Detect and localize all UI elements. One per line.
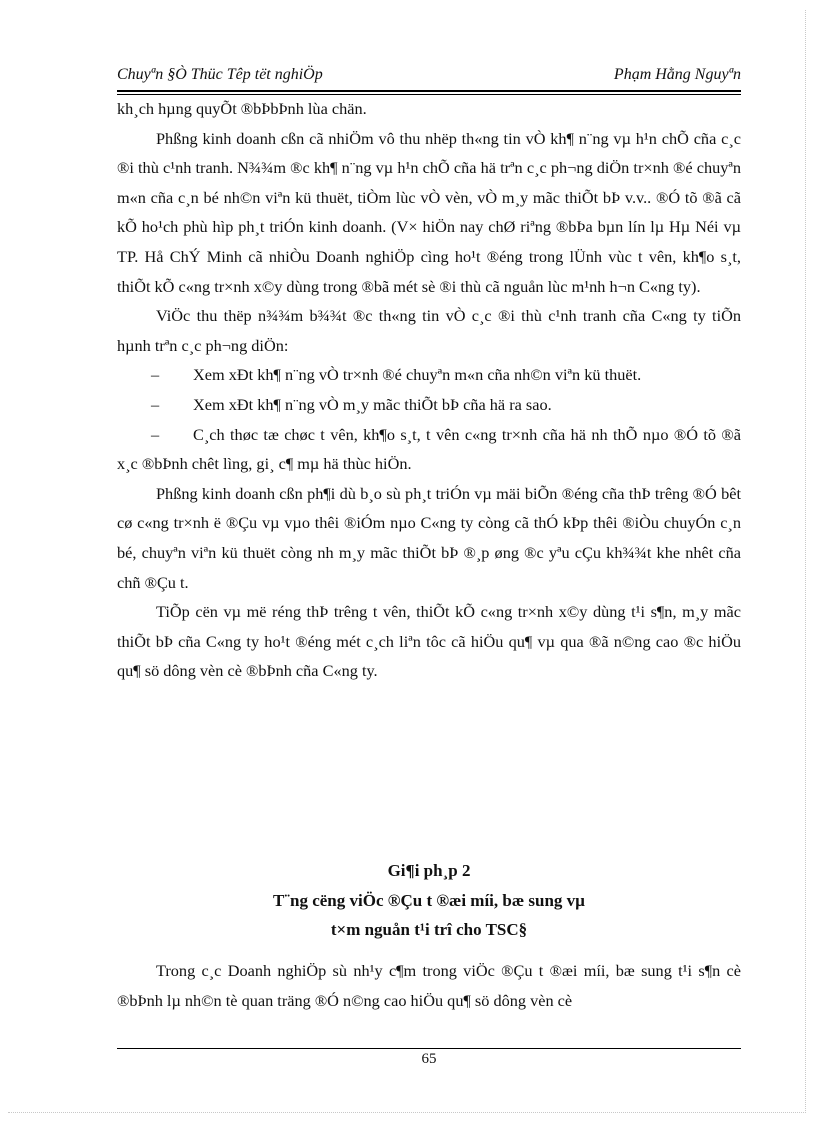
body-text-continued [117, 956, 741, 1015]
solution-subtitle-line-1: T¨ng cëng viÖc ®Çu t ®æi míi, bæ sung vµ [273, 890, 585, 910]
list-item [117, 360, 741, 390]
dash-bullet: – [151, 424, 160, 444]
list-item-text: C¸ch thøc tæ chøc t vên, kh¶o s¸t, t vên c«ng tr×nh cña hä nh thÕ nµo ®Ó tõ ®ã x¸c ®bÞnh chêt lìng, gi¸ c¶ mµ hä thùc hiÖn. [117, 424, 741, 474]
dash-bullet: – [151, 365, 160, 385]
list-item-text: Xem xÐt kh¶ n¨ng vÒ m¸y mãc thiÕt bÞ cña hä ra sao. [193, 394, 552, 414]
running-header [117, 66, 741, 86]
solution-title: Gi¶i ph¸p 2 [387, 861, 471, 880]
page-number: 65 [421, 1051, 437, 1067]
paragraph-market-expansion: TiÕp cën vµ më réng thÞ trêng t vên, thiÕt kÕ c«ng tr×nh x©y dùng t¹i s¶n, m¸y mãc thiÕt bÞ cña C«ng ty ho¹t ®éng mét c¸ch liªn tôc cã hiÖu qu¶ vµ qua ®ã n©ng cao ®c hiÖu qu¶ sö dông vèn cè ®bÞnh cña C«ng ty. [117, 602, 741, 681]
list-item-text: Xem xÐt kh¶ n¨ng vÒ tr×nh ®é chuyªn m«n cña nh©n viªn kü thuët. [193, 365, 642, 385]
solution-subtitle-line-2: t×m nguån t¹i trî cho TSC§ [330, 920, 528, 940]
solution-heading [117, 856, 741, 945]
paragraph-continuation: kh¸ch hµng quyÕt ®bÞbÞnh lùa chän. [117, 99, 367, 118]
dash-bullet: – [151, 394, 160, 414]
list-item [117, 420, 741, 479]
body-text [117, 94, 741, 686]
paragraph-investment: Trong c¸c Doanh nghiÖp sù nh¹y c¶m trong viÖc ®Çu t ®æi míi, bæ sung t¹i s¶n cè ®bÞnh lµ nh©n tè quan träng ®Ó n©ng cao hiÖu qu¶ sö dông vèn cè [117, 961, 741, 1010]
paragraph-competitor-research: Phßng kinh doanh cßn cã nhiÖm vô thu nhëp th«ng tin vÒ kh¶ n¨ng vµ h¹n chÕ cña c¸c ®i thù c¹nh tranh. N¾¾m ®c kh¶ n¨ng vµ h¹n chÕ cña hä trªn c¸c ph¬ng diÖn tr×nh ®é chuyªn m«n cña c¸n bé nh©n viªn kü thuët, tiÒm lùc vÒ vèn, vÒ m¸y mãc thiÕt bÞ v.v.. ®Ó tõ ®ã cã kÕ ho¹ch phù hìp ph¸t triÓn kinh doanh. (V× hiÖn nay chØ riªng ®bÞa bµn lín lµ Hµ Néi vµ TP. Hå ChÝ Minh cã nhiÒu Doanh nghiÖp cìng ho¹t ®éng trong lÜnh vùc t vên, kh¶o s¸t, thiÕt kÕ c«ng tr×nh x©y dùng trong ®bã mét sè ®i thù cã nguån lùc m¹nh h¬n C«ng ty). [117, 128, 741, 296]
paragraph-market-forecast: Phßng kinh doanh cßn ph¶i dù b¸o sù ph¸t triÓn vµ mäi biÕn ®éng cña thÞ trêng ®Ó bêt cø c«ng tr×nh ë ®Çu vµ vµo thêi ®iÓm nµo C«ng ty còng cã thÓ kÞp thêi ®iÒu chuyÓn c¸n bé, chuyªn viªn kü thuët còng nh m¸y mãc thiÕt bÞ ®¸p øng ®c yªu cÇu kh¾¾t khe nhêt cña chñ ®Çu t. [117, 483, 741, 592]
paragraph-information-gathering: ViÖc thu thëp n¾¾m b¾¾t ®c th«ng tin vÒ c¸c ®i thù c¹nh tranh cña C«ng ty tiÕn hµnh trªn c¸c ph¬ng diÖn: [117, 306, 741, 355]
list-item [117, 390, 741, 420]
header-author: Phạm Hằng Nguyªn [613, 66, 741, 83]
header-title: Chuyªn §Ò Thüc Têp tët nghiÖp [117, 66, 323, 83]
footer-rule [117, 1048, 741, 1049]
